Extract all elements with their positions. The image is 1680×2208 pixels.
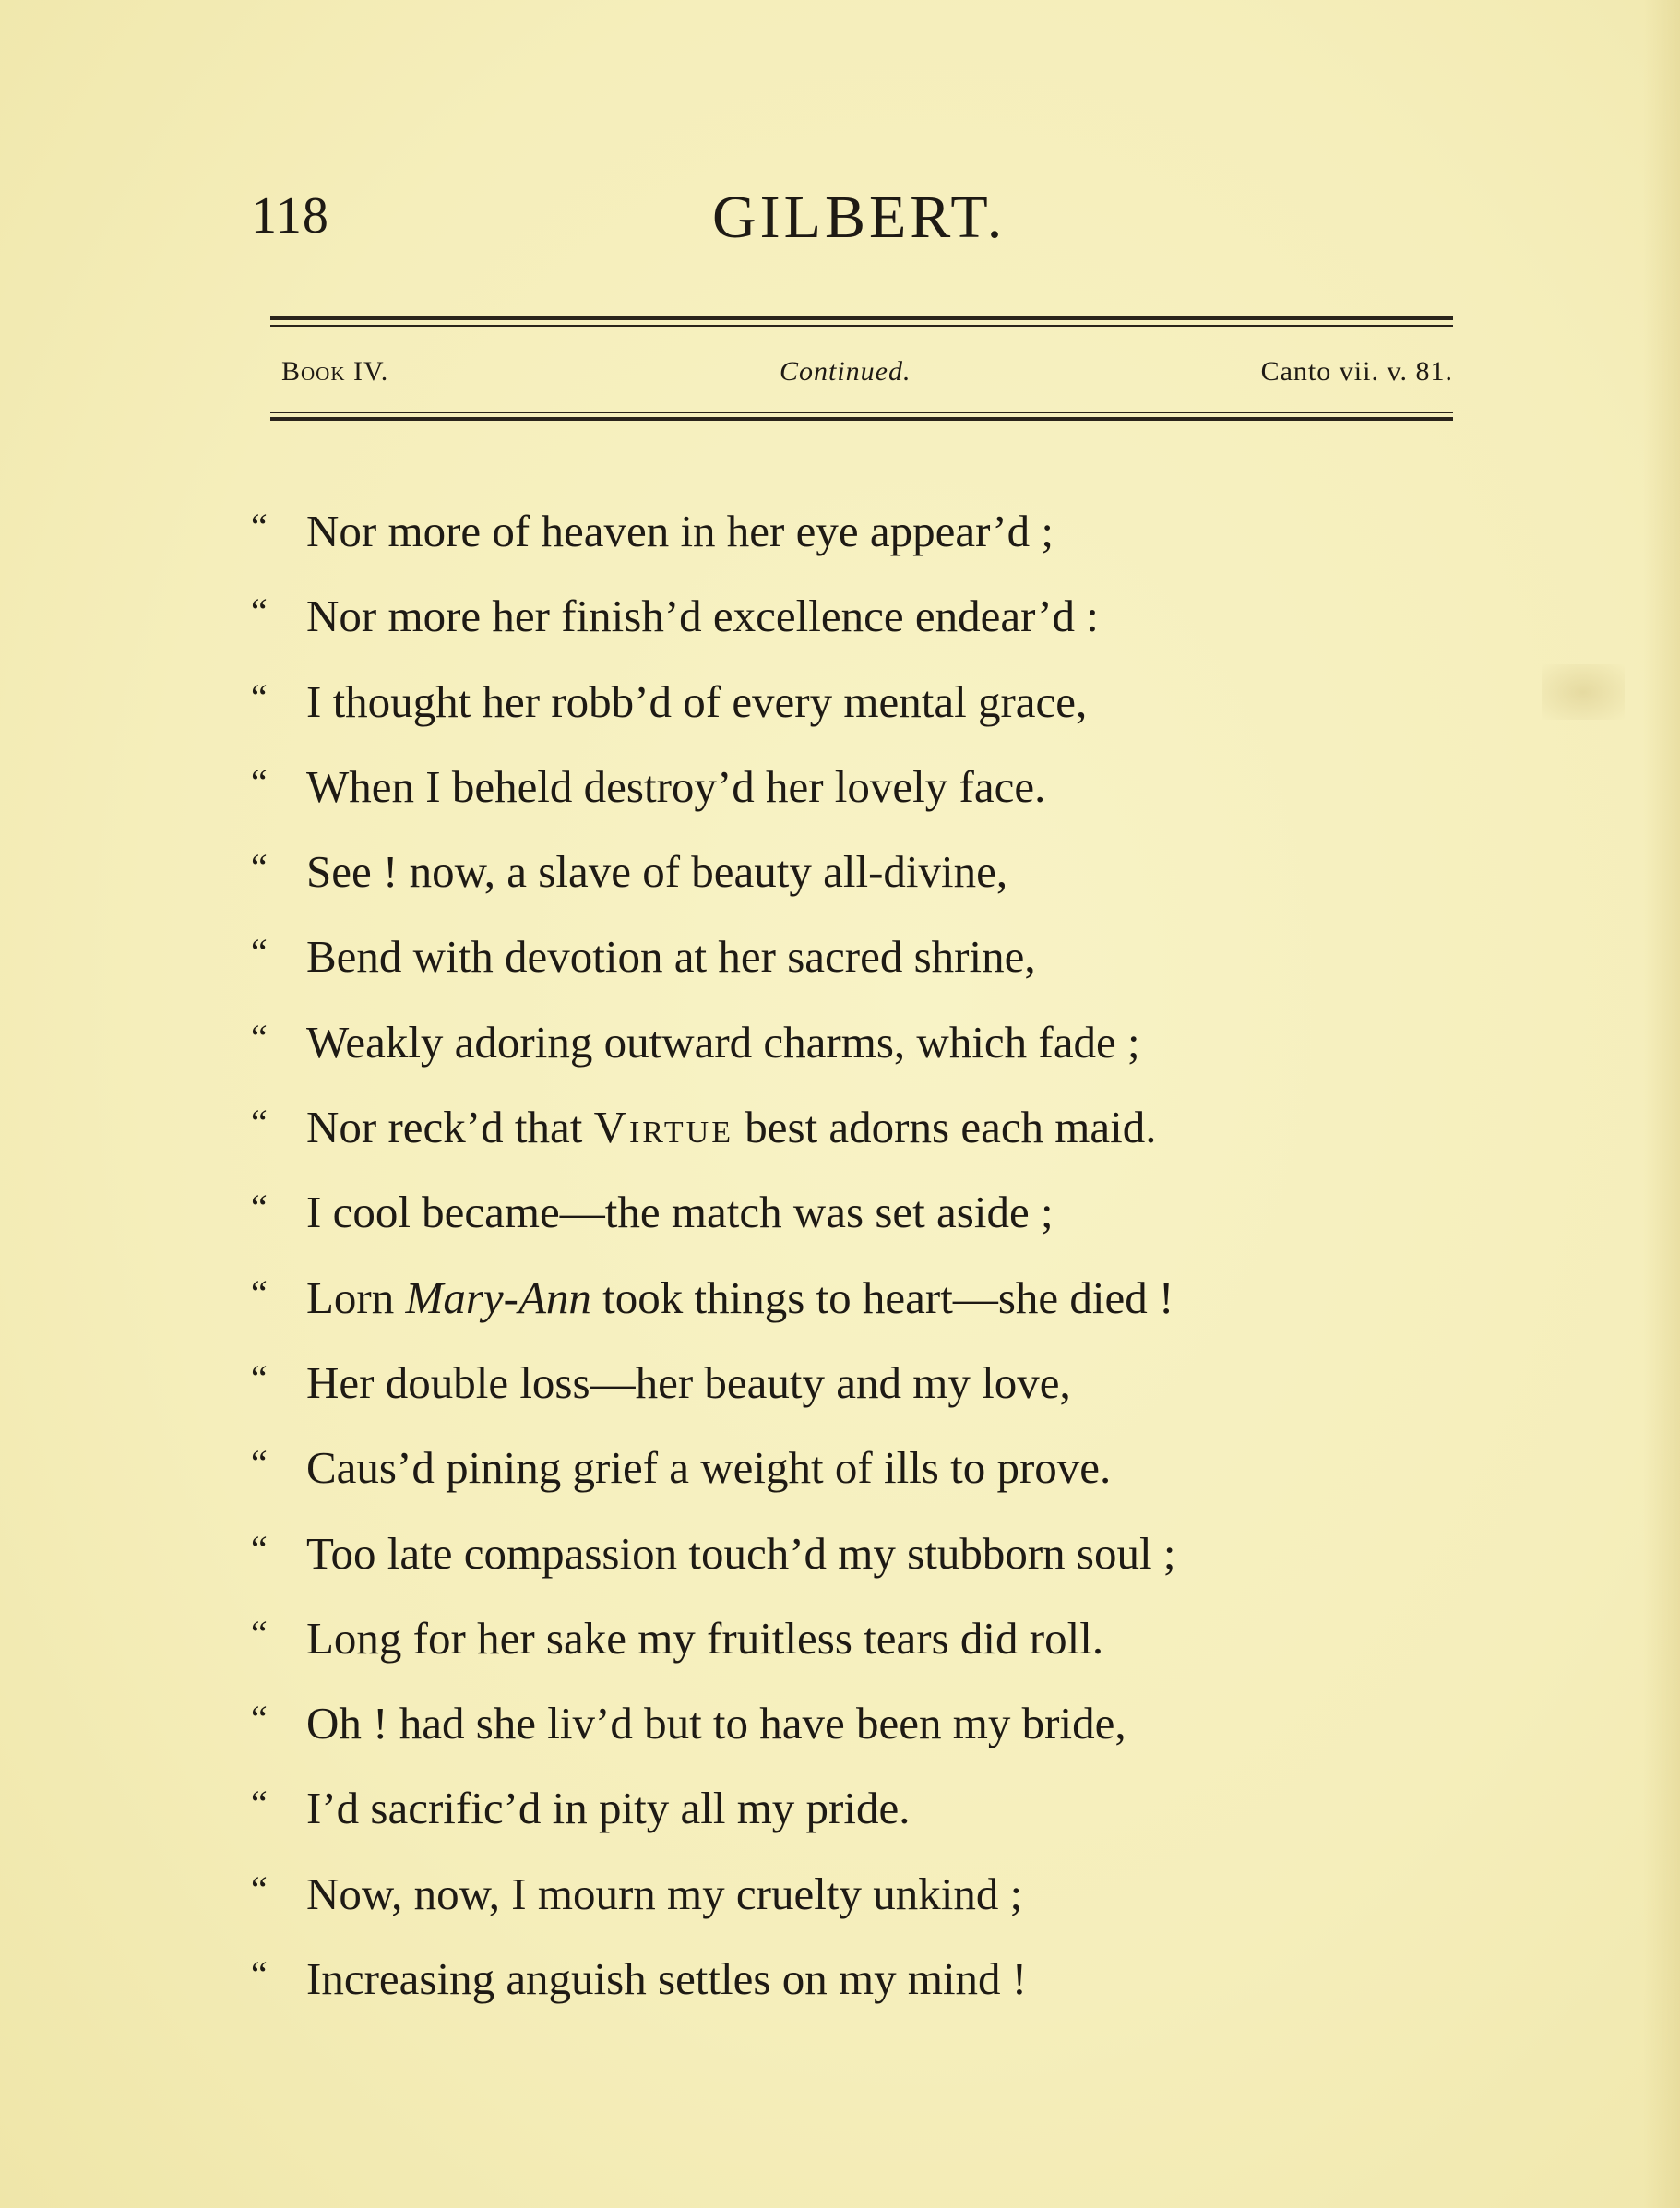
verse-line: “ Her double loss—her beauty and my love, xyxy=(251,1336,1450,1421)
opening-quote: “ xyxy=(251,1868,268,1910)
section-subheader xyxy=(281,351,1453,397)
verse-line: “ Weakly adoring outward charms, which fade ; xyxy=(251,996,1450,1080)
opening-quote: “ xyxy=(251,1442,268,1485)
page-edge-shadow xyxy=(1643,0,1680,2208)
verse-line: “ I cool became—the match was set aside ; xyxy=(251,1165,1450,1250)
opening-quote: “ xyxy=(251,675,268,718)
page-number: 118 xyxy=(251,187,329,245)
verse-line: “ Increasing anguish settles on my mind ! xyxy=(251,1932,1450,2017)
opening-quote: “ xyxy=(251,506,268,547)
paper-stain xyxy=(1542,664,1625,720)
continued-label: Continued. xyxy=(780,356,911,387)
opening-quote: “ xyxy=(251,1271,268,1314)
verse-block xyxy=(251,484,1450,2017)
verse-line: “ Now, now, I mourn my cruelty unkind ; xyxy=(251,1847,1450,1932)
opening-quote: “ xyxy=(251,846,268,889)
top-rule-thin xyxy=(270,325,1453,327)
bottom-rule-thick xyxy=(270,417,1453,421)
verse-line: “ When I beheld destroy’d her lovely face. xyxy=(251,740,1450,825)
book-label: Book IV. xyxy=(281,356,389,387)
verse-line: “ Bend with devotion at her sacred shrine, xyxy=(251,910,1450,995)
opening-quote: “ xyxy=(251,1783,268,1825)
verse-line: “ Oh ! had she liv’d but to have been my bride, xyxy=(251,1677,1450,1761)
opening-quote: “ xyxy=(251,1187,268,1229)
verse-line: “ See ! now, a slave of beauty all-divine, xyxy=(251,825,1450,910)
opening-quote: “ xyxy=(251,760,268,803)
verse-line: “ I thought her robb’d of every mental grace, xyxy=(251,655,1450,740)
opening-quote: “ xyxy=(251,1612,268,1654)
verse-line: “ Caus’d pining grief a weight of ills to prove. xyxy=(251,1421,1450,1506)
opening-quote: “ xyxy=(251,1953,268,1996)
canto-label: Canto vii. v. 81. xyxy=(1260,356,1453,387)
opening-quote: “ xyxy=(251,1698,268,1740)
opening-quote: “ xyxy=(251,591,268,633)
top-rule-thick xyxy=(270,316,1453,320)
opening-quote: “ xyxy=(251,1527,268,1569)
virtue-emphasis: Virtue xyxy=(593,1102,733,1153)
opening-quote: “ xyxy=(251,1356,268,1399)
verse-line: “ I’d sacrific’d in pity all my pride. xyxy=(251,1761,1450,1846)
mary-ann-name: Mary-Ann xyxy=(405,1271,591,1323)
running-head xyxy=(251,177,1450,260)
opening-quote: “ xyxy=(251,1102,268,1144)
bottom-rule-thin xyxy=(270,412,1453,413)
verse-line: “ Nor more of heaven in her eye appear’d ; xyxy=(251,484,1450,569)
verse-line: “ Lorn Mary-Ann took things to heart—she died ! xyxy=(251,1251,1450,1336)
verse-line: “ Long for her sake my fruitless tears did roll. xyxy=(251,1592,1450,1677)
verse-line: “ Nor reck’d that Virtue best adorns each maid. xyxy=(251,1080,1450,1165)
opening-quote: “ xyxy=(251,931,268,973)
verse-line: “ Nor more her finish’d excellence endear’d : xyxy=(251,569,1450,654)
running-title: GILBERT. xyxy=(712,184,1007,251)
opening-quote: “ xyxy=(251,1016,268,1058)
verse-line: “ Too late compassion touch’d my stubborn soul ; xyxy=(251,1507,1450,1592)
